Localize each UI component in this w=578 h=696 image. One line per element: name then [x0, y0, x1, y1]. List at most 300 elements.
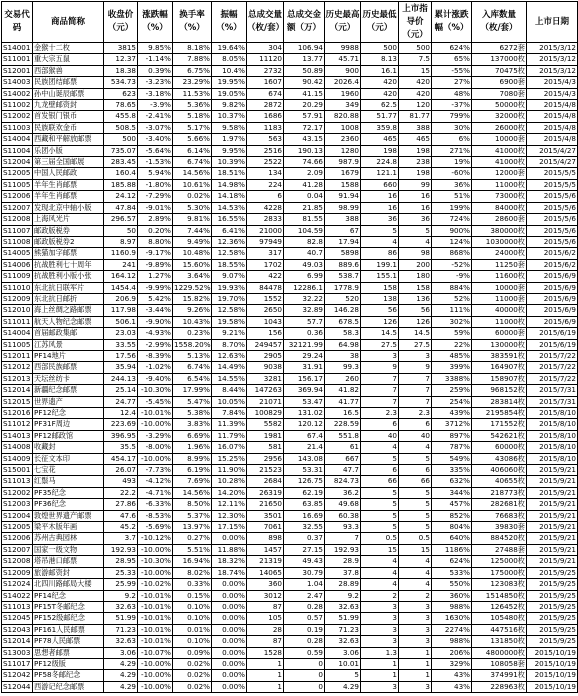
- cell-low: 6: [361, 419, 399, 430]
- cell-name: 首发银门银币: [33, 111, 104, 122]
- cell-change: -3.9%: [138, 100, 173, 111]
- cell-change: 0.20%: [138, 225, 173, 236]
- table-row: [2, 499, 578, 510]
- cell-amount: 63.85: [284, 499, 325, 510]
- cell-stock-qty: 108058套: [472, 658, 527, 669]
- cell-amount: 16.69: [284, 510, 325, 521]
- cell-high: 228.59: [325, 419, 361, 430]
- header-guide-price: 上市指导价（元）: [399, 2, 432, 43]
- cell-stock-qty: 7080套: [472, 88, 527, 99]
- cell-volume: 1043: [247, 316, 284, 327]
- cell-high: 1280: [325, 145, 361, 156]
- cell-volume: 105: [247, 613, 284, 624]
- cell-name: PF78人民邮票: [33, 636, 104, 647]
- cell-low: 9: [361, 362, 399, 373]
- cell-turnover: 0.01%: [173, 624, 212, 635]
- cell-high: 667: [325, 453, 361, 464]
- cell-change: 5.94%: [138, 168, 173, 179]
- cell-change: -9.40%: [138, 373, 173, 384]
- cell-amplitude: 9.07%: [212, 271, 247, 282]
- cell-name: 西部猴兽: [33, 65, 104, 76]
- cell-close: 164.12: [104, 271, 138, 282]
- cell-close: 455.8: [104, 111, 138, 122]
- table-row: [2, 487, 578, 498]
- cell-guide-price: 40: [399, 430, 432, 441]
- cell-name: 敦煌世界遗产邮票: [33, 510, 104, 521]
- cell-turnover: 7.88%: [173, 54, 212, 65]
- cell-amplitude: 14.18%: [212, 191, 247, 202]
- table-row: [2, 65, 578, 76]
- cell-change: -10.01%: [138, 636, 173, 647]
- cell-guide-price: 198: [399, 145, 432, 156]
- cell-cum-change: 868%: [432, 248, 472, 259]
- cell-close: 623: [104, 88, 138, 99]
- cell-turnover: 0.33%: [173, 579, 212, 590]
- cell-cum-change: 344%: [432, 487, 472, 498]
- cell-change: 9.85%: [138, 43, 173, 54]
- cell-high: 1588: [325, 179, 361, 190]
- cell-amount: 12286.1: [284, 282, 325, 293]
- cell-low: 3: [361, 636, 399, 647]
- cell-list-date: 2015/6/9: [527, 316, 578, 327]
- cell-volume: 1702: [247, 259, 284, 270]
- cell-name: 羊年生肖邮票: [33, 191, 104, 202]
- cell-list-date: 2015/9/25: [527, 601, 578, 612]
- cell-name: 邮政版税券2: [33, 236, 104, 247]
- cell-name: 思想者邮票: [33, 647, 104, 658]
- cell-stock-qty: 123083枚: [472, 579, 527, 590]
- cell-change: -10.00%: [138, 453, 173, 464]
- cell-stock-qty: 4800000枚: [472, 647, 527, 658]
- cell-close: 50: [104, 225, 138, 236]
- cell-amplitude: 11.90%: [212, 465, 247, 476]
- cell-amount: 0.04: [284, 191, 325, 202]
- cell-guide-price: 1: [399, 647, 432, 658]
- cell-change: -3.07%: [138, 122, 173, 133]
- cell-name: PF161人民邮票: [33, 624, 104, 635]
- cell-high: 38: [325, 350, 361, 361]
- table-row: [2, 624, 578, 635]
- cell-stock-qty: 218773枚: [472, 487, 527, 498]
- cell-guide-price: 3: [399, 681, 432, 692]
- cell-volume: 674: [247, 88, 284, 99]
- cell-code: S11013: [2, 601, 33, 612]
- cell-amplitude: 11.88%: [212, 544, 247, 555]
- cell-name: 金猴十二枚: [33, 43, 104, 54]
- cell-volume: 1552: [247, 293, 284, 304]
- cell-amplitude: 14.55%: [212, 373, 247, 384]
- cell-amount: 81.55: [284, 214, 325, 225]
- cell-list-date: 2015/5/6: [527, 191, 578, 202]
- cell-amplitude: 9.82%: [212, 100, 247, 111]
- cell-low: 86: [361, 248, 399, 259]
- cell-cum-change: 533%: [432, 567, 472, 578]
- cell-guide-price: 5: [399, 487, 432, 498]
- cell-name: 海上丝绸之路邮票: [33, 305, 104, 316]
- table-row: [2, 157, 578, 168]
- cell-close: 24.12: [104, 191, 138, 202]
- cell-cum-change: 1630%: [432, 613, 472, 624]
- cell-turnover: 1558.20%: [174, 339, 211, 349]
- cell-close: 26.07: [104, 465, 138, 476]
- cell-change: -9.99%: [138, 282, 173, 293]
- cell-change: -7.73%: [138, 465, 173, 476]
- cell-cum-change: 360%: [432, 590, 472, 601]
- cell-amount: 21.4: [284, 442, 325, 453]
- cell-change: -2.41%: [138, 111, 173, 122]
- cell-high: 61: [325, 442, 361, 453]
- cell-low: 224.8: [361, 157, 399, 168]
- cell-stock-qty: 60000套: [472, 328, 527, 339]
- cell-high: 5: [325, 670, 361, 681]
- cell-guide-price: 66: [399, 476, 432, 487]
- cell-volume: 156: [247, 328, 284, 339]
- cell-list-date: 2015/3/12: [527, 65, 578, 76]
- cell-turnover: 5.66%: [173, 134, 212, 145]
- cell-change: -7.29%: [138, 191, 173, 202]
- cell-amount: 72.17: [284, 122, 325, 133]
- table-row: [2, 681, 578, 692]
- cell-guide-price: 126: [399, 316, 432, 327]
- cell-code: S11004: [2, 145, 33, 156]
- cell-code: S11005: [2, 339, 33, 350]
- cell-amplitude: 18.55%: [212, 259, 247, 270]
- cell-low: 6: [361, 465, 399, 476]
- cell-amount: 57.91: [284, 111, 325, 122]
- cell-volume: 97949: [247, 236, 284, 247]
- cell-cum-change: 624%: [432, 556, 472, 567]
- cell-stock-qty: 1514850枚: [472, 590, 527, 601]
- cell-cum-change: 329%: [432, 658, 472, 669]
- cell-code: S12004: [2, 157, 33, 168]
- cell-amount: 104.59: [284, 225, 325, 236]
- cell-amplitude: 0.00%: [212, 658, 247, 669]
- cell-amplitude: 1.97%: [212, 134, 247, 145]
- cell-close: 192.93: [104, 544, 138, 555]
- cell-amplitude: 18.74%: [212, 567, 247, 578]
- cell-list-date: 2015/5/6: [527, 214, 578, 225]
- cell-amplitude: 18.51%: [212, 168, 247, 179]
- table-row: [2, 430, 578, 441]
- cell-low: 56: [361, 305, 399, 316]
- cell-high: 1008: [325, 122, 361, 133]
- cell-close: 3.7: [104, 533, 138, 544]
- cell-code: S12004: [2, 510, 33, 521]
- cell-amount: 126.75: [284, 476, 325, 487]
- table-row: [2, 259, 578, 270]
- cell-turnover: 8.18%: [173, 43, 212, 54]
- cell-code: S12012: [2, 362, 33, 373]
- cell-high: 146.28: [325, 305, 361, 316]
- cell-turnover: 5.38%: [173, 408, 212, 419]
- cell-stock-qty: 131850枚: [472, 636, 527, 647]
- cell-change: -3.23%: [138, 77, 173, 88]
- cell-amplitude: 19.93%: [212, 282, 247, 293]
- cell-turnover: 3.64%: [173, 271, 212, 282]
- cell-turnover: 6.74%: [173, 157, 212, 168]
- cell-list-date: 2015/7/31: [527, 385, 578, 396]
- cell-high: 824.73: [325, 476, 361, 487]
- cell-name: 西部民族邮票: [33, 362, 104, 373]
- cell-low: 3: [361, 601, 399, 612]
- table-row: [2, 362, 578, 373]
- cell-guide-price: 7.5: [399, 54, 432, 65]
- cell-name: PF15T冬邮纪念: [33, 601, 104, 612]
- cell-change: -10.00%: [138, 544, 173, 555]
- cell-volume: 422: [247, 271, 284, 282]
- cell-volume: 224: [247, 179, 284, 190]
- cell-stock-qty: 126452枚: [472, 601, 527, 612]
- cell-name: 北四川路邮局大楼: [33, 579, 104, 590]
- cell-high: 17.94: [325, 236, 361, 247]
- cell-turnover: 6.19%: [173, 465, 212, 476]
- cell-high: 37.8: [325, 567, 361, 578]
- table-row: [2, 579, 578, 590]
- cell-close: 8.97: [104, 236, 138, 247]
- cell-close: 296.57: [104, 214, 138, 225]
- cell-close: 4.29: [104, 658, 138, 669]
- cell-high: 93.3: [325, 522, 361, 533]
- cell-name: 民族联欢金币: [33, 122, 104, 133]
- cell-turnover: 10.48%: [173, 248, 212, 259]
- cell-amplitude: 8.44%: [212, 385, 247, 396]
- cell-stock-qty: 70475枚: [472, 65, 527, 76]
- cell-stock-qty: 40000枚: [472, 305, 527, 316]
- cell-code: S12006: [2, 191, 33, 202]
- cell-code: S11002: [2, 100, 33, 111]
- cell-guide-price: 388: [399, 122, 432, 133]
- cell-list-date: 2015/6/19: [527, 328, 578, 339]
- cell-code: S14009: [2, 453, 33, 464]
- cell-cum-change: 271%: [432, 145, 472, 156]
- cell-amount: 41.28: [284, 179, 325, 190]
- cell-volume: 9038: [247, 362, 284, 373]
- cell-amplitude: 12.11%: [212, 499, 247, 510]
- cell-turnover: 5.47%: [173, 396, 212, 407]
- cell-change: -9.90%: [138, 316, 173, 327]
- cell-turnover: 0.02%: [173, 670, 212, 681]
- table-row: [2, 442, 578, 453]
- cell-amplitude: 0.00%: [212, 601, 247, 612]
- cell-high: 551.8: [325, 430, 361, 441]
- cell-high: 820.88: [325, 111, 361, 122]
- cell-close: 185.88: [104, 179, 138, 190]
- cell-stock-qty: 76683枚: [472, 510, 527, 521]
- table-row: [2, 556, 578, 567]
- cell-volume: 26319: [247, 487, 284, 498]
- table-row: [2, 419, 578, 430]
- cell-low: 420: [361, 88, 399, 99]
- cell-guide-price: 180: [399, 271, 432, 282]
- cell-amount: 1.04: [284, 579, 325, 590]
- cell-volume: 21071: [247, 396, 284, 407]
- cell-cum-change: 59%: [432, 328, 472, 339]
- cell-low: 7: [361, 396, 399, 407]
- table-row: [2, 122, 578, 133]
- cell-amount: 0.57: [284, 613, 325, 624]
- cell-high: 51.99: [325, 613, 361, 624]
- table-row: [2, 236, 578, 247]
- table-row: [2, 522, 578, 533]
- cell-guide-price: 4: [399, 556, 432, 567]
- cell-volume: 5582: [247, 419, 284, 430]
- cell-amount: 13.77: [284, 54, 325, 65]
- cell-high: 260: [325, 373, 361, 384]
- cell-stock-qty: 6272套: [472, 43, 527, 54]
- cell-amount: 43.15: [284, 134, 325, 145]
- cell-turnover: 11.53%: [173, 88, 212, 99]
- cell-stock-qty: 968152枚: [472, 385, 527, 396]
- cell-high: 60.38: [325, 510, 361, 521]
- cell-code: S12006: [2, 533, 33, 544]
- cell-amplitude: 9.95%: [212, 145, 247, 156]
- table-row: [2, 408, 578, 419]
- cell-high: 9988: [325, 43, 361, 54]
- table-row: [2, 613, 578, 624]
- cell-close: 160.4: [104, 168, 138, 179]
- cell-change: -3.18%: [138, 88, 173, 99]
- table-row: [2, 77, 578, 88]
- cell-amount: 53.31: [284, 465, 325, 476]
- cell-name: PF12纪念: [33, 408, 104, 419]
- cell-low: 660: [361, 179, 399, 190]
- cell-volume: 1607: [247, 77, 284, 88]
- cell-turnover: 9.26%: [173, 305, 212, 316]
- cell-stock-qty: 542621枚: [472, 430, 527, 441]
- cell-cum-change: 199%: [432, 202, 472, 213]
- cell-amount: 31.91: [284, 362, 325, 373]
- cell-low: 51.77: [361, 111, 399, 122]
- cell-cum-change: 399%: [432, 362, 472, 373]
- cell-high: 2360: [325, 134, 361, 145]
- cell-stock-qty: 50000枚: [472, 100, 527, 111]
- cell-amount: 29.24: [284, 350, 325, 361]
- cell-list-date: 2015/9/21: [527, 465, 578, 476]
- cell-list-date: 2015/9/21: [527, 499, 578, 510]
- cell-volume: 1: [247, 658, 284, 669]
- cell-change: 2.89%: [138, 214, 173, 225]
- cell-list-date: 2015/8/10: [527, 442, 578, 453]
- cell-amplitude: 16.55%: [212, 214, 247, 225]
- table-row: [2, 385, 578, 396]
- cell-name: 发现北京中轴小版: [33, 202, 104, 213]
- cell-name: 上海风光片: [33, 214, 104, 225]
- cell-amplitude: 0.00%: [212, 533, 247, 544]
- cell-low: 7: [361, 385, 399, 396]
- cell-list-date: 2015/10/19: [527, 647, 578, 658]
- cell-change: -8.53%: [138, 510, 173, 521]
- cell-code: S14006: [2, 259, 33, 270]
- cell-list-date: 2015/5/6: [527, 202, 578, 213]
- cell-change: -4.93%: [138, 328, 173, 339]
- cell-cum-change: -55%: [432, 65, 472, 76]
- cell-list-date: 2015/5/6: [527, 225, 578, 236]
- table-row: [2, 100, 578, 111]
- cell-high: 32.63: [325, 636, 361, 647]
- cell-code: S12008: [2, 556, 33, 567]
- cell-list-date: 2015/4/27: [527, 145, 578, 156]
- cell-volume: 11120: [247, 54, 284, 65]
- cell-guide-price: 16: [399, 202, 432, 213]
- cell-high: 91.94: [325, 191, 361, 202]
- cell-high: 28.89: [325, 579, 361, 590]
- cell-volume: 3501: [247, 510, 284, 521]
- cell-high: 10.01: [325, 658, 361, 669]
- cell-cum-change: -37%: [432, 100, 472, 111]
- table-row: [2, 54, 578, 65]
- cell-code: S12024: [2, 579, 33, 590]
- cell-stock-qty: 105480枚: [472, 613, 527, 624]
- cell-cum-change: 3712%: [432, 419, 472, 430]
- cell-list-date: 2015/6/19: [527, 339, 578, 350]
- cell-close: 506.1: [104, 316, 138, 327]
- header-turnover: 换手率（%）: [173, 2, 212, 43]
- header-change: 涨跌幅（%）: [138, 2, 173, 43]
- cell-high: 1778.9: [325, 282, 361, 293]
- cell-close: 24.77: [104, 396, 138, 407]
- cell-name: 民族团结邮票: [33, 77, 104, 88]
- cell-list-date: 2015/6/2: [527, 248, 578, 259]
- cell-close: 3815: [104, 43, 138, 54]
- cell-low: 1: [361, 670, 399, 681]
- cell-list-date: 2015/4/8: [527, 111, 578, 122]
- cell-amount: 57.7: [284, 316, 325, 327]
- cell-cum-change: 48%: [432, 88, 472, 99]
- cell-turnover: 10.61%: [173, 179, 212, 190]
- cell-turnover: 0.15%: [173, 590, 212, 601]
- cell-close: 1160.9: [104, 248, 138, 259]
- cell-close: 78.65: [104, 100, 138, 111]
- cell-list-date: 2015/4/8: [527, 134, 578, 145]
- cell-change: 1.27%: [138, 271, 173, 282]
- cell-close: 25.33: [104, 567, 138, 578]
- cell-change: -9.01%: [138, 202, 173, 213]
- cell-change: -4.71%: [138, 487, 173, 498]
- cell-list-date: 2015/7/22: [527, 362, 578, 373]
- header-list-date: 上市日期: [527, 2, 578, 43]
- table-row: [2, 225, 578, 236]
- cell-amplitude: 0.00%: [212, 647, 247, 658]
- table-row: [2, 476, 578, 487]
- cell-stock-qty: 40655枚: [472, 476, 527, 487]
- cell-amplitude: 16.07%: [212, 442, 247, 453]
- cell-list-date: 2015/8/10: [527, 408, 578, 419]
- cell-list-date: 2015/9/21: [527, 522, 578, 533]
- cell-high: 41.82: [325, 385, 361, 396]
- cell-close: 1454.4: [104, 282, 138, 293]
- cell-list-date: 2015/9/21: [527, 487, 578, 498]
- cell-stock-qty: 11000枚: [472, 179, 527, 190]
- cell-guide-price: 0.5: [399, 533, 432, 544]
- header-stock-qty: 入库数量（枚/套）: [472, 2, 527, 43]
- cell-name: 世界遗产: [33, 396, 104, 407]
- cell-close: 28.95: [104, 556, 138, 567]
- cell-amplitude: 15.25%: [212, 453, 247, 464]
- cell-stock-qty: 171552枚: [472, 419, 527, 430]
- cell-amplitude: 0.00%: [212, 670, 247, 681]
- cell-amount: 27.15: [284, 544, 325, 555]
- cell-turnover: 1.96%: [173, 442, 212, 453]
- cell-amplitude: 10.05%: [212, 396, 247, 407]
- cell-code: S12042: [2, 670, 33, 681]
- cell-amount: 0.28: [284, 636, 325, 647]
- cell-low: 7: [361, 373, 399, 384]
- cell-stock-qty: 228963枚: [472, 681, 527, 692]
- cell-amount: 0.19: [284, 624, 325, 635]
- cell-amplitude: 0.00%: [212, 624, 247, 635]
- cell-change: -9.89%: [138, 259, 173, 270]
- cell-volume: 2522: [247, 157, 284, 168]
